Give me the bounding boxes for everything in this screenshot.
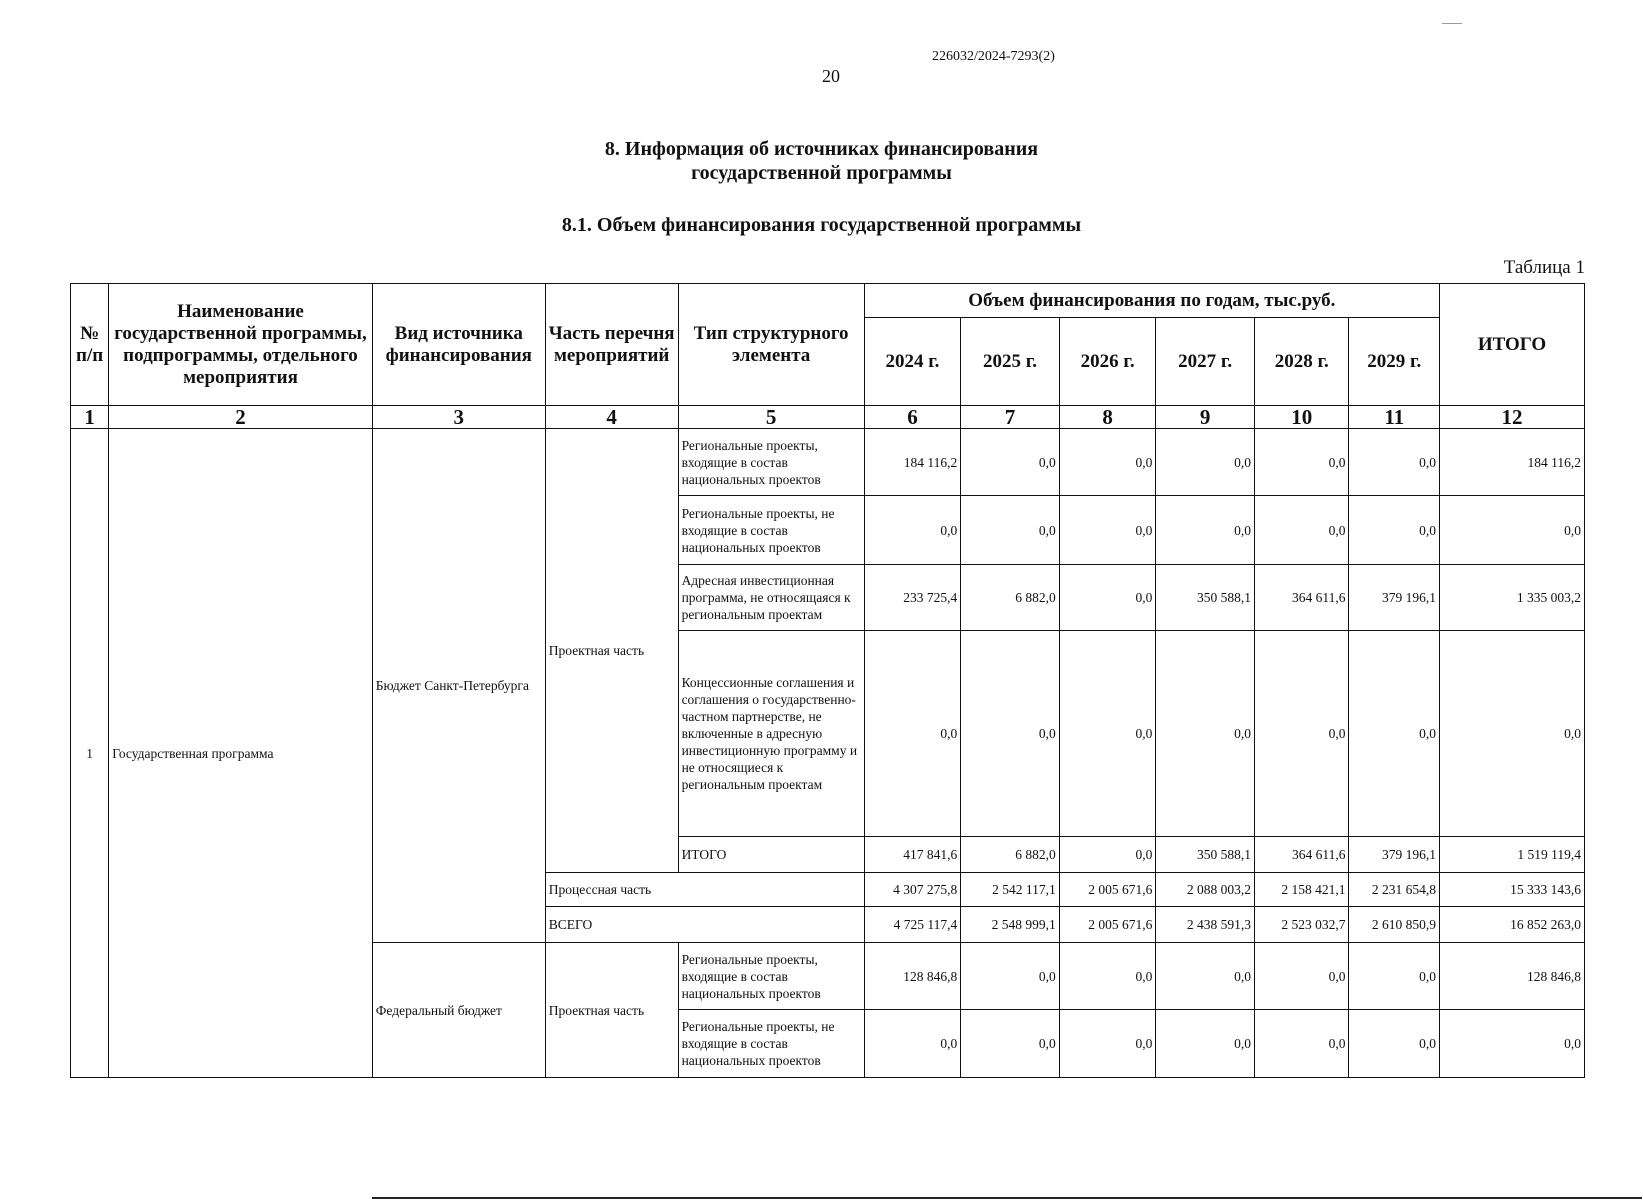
- header-total: ИТОГО: [1440, 284, 1585, 406]
- header-part: Часть перечня мероприятий: [545, 284, 678, 406]
- value-cell: 0,0: [1059, 1010, 1156, 1078]
- total-cell: 0,0: [1440, 1010, 1585, 1078]
- section-title-line1: 8. Информация об источниках финансирования: [604, 138, 1039, 160]
- column-number: 11: [1349, 406, 1440, 429]
- project-part: Проектная часть: [545, 943, 678, 1078]
- value-cell: 2 438 591,3: [1156, 907, 1255, 943]
- section-title-line2: государственной программы: [691, 162, 952, 184]
- total-cell: 15 333 143,6: [1440, 873, 1585, 907]
- value-cell: 0,0: [1156, 1010, 1255, 1078]
- table-label: Таблица 1: [1503, 257, 1585, 278]
- structure-type: Региональные проекты, входящие в состав национальных проектов: [678, 429, 864, 496]
- value-cell: 6 882,0: [961, 837, 1060, 873]
- value-cell: 0,0: [1254, 429, 1349, 496]
- column-number: 9: [1156, 406, 1255, 429]
- value-cell: 2 088 003,2: [1156, 873, 1255, 907]
- source-federal: Федеральный бюджет: [372, 943, 545, 1078]
- value-cell: 364 611,6: [1254, 837, 1349, 873]
- value-cell: 0,0: [864, 1010, 961, 1078]
- column-number: 1: [71, 406, 109, 429]
- value-cell: 350 588,1: [1156, 837, 1255, 873]
- structure-type: ИТОГО: [678, 837, 864, 873]
- column-number: 5: [678, 406, 864, 429]
- total-cell: 1 519 119,4: [1440, 837, 1585, 873]
- value-cell: 379 196,1: [1349, 837, 1440, 873]
- value-cell: 0,0: [1349, 496, 1440, 565]
- column-number: 3: [372, 406, 545, 429]
- value-cell: 0,0: [1059, 943, 1156, 1010]
- header-year: 2028 г.: [1254, 318, 1349, 406]
- header-row-1: [71, 284, 1585, 318]
- row-number: 1: [71, 429, 109, 1078]
- column-number: 4: [545, 406, 678, 429]
- financing-table: [70, 283, 1585, 1078]
- value-cell: 4 307 275,8: [864, 873, 961, 907]
- program-name: Государственная программа: [109, 429, 373, 1078]
- value-cell: 0,0: [961, 429, 1060, 496]
- value-cell: 0,0: [961, 943, 1060, 1010]
- value-cell: 379 196,1: [1349, 565, 1440, 631]
- value-cell: 0,0: [1156, 429, 1255, 496]
- header-num: № п/п: [71, 284, 109, 406]
- value-cell: 2 231 654,8: [1349, 873, 1440, 907]
- value-cell: 0,0: [1254, 496, 1349, 565]
- value-cell: 0,0: [1059, 631, 1156, 837]
- value-cell: 0,0: [1254, 943, 1349, 1010]
- scan-mark: [1442, 23, 1462, 24]
- column-number: 6: [864, 406, 961, 429]
- value-cell: 2 005 671,6: [1059, 873, 1156, 907]
- value-cell: 0,0: [1254, 1010, 1349, 1078]
- header-year: 2025 г.: [961, 318, 1060, 406]
- value-cell: 0,0: [961, 631, 1060, 837]
- section-title: [0, 137, 1643, 185]
- value-cell: 184 116,2: [864, 429, 961, 496]
- column-number: 8: [1059, 406, 1156, 429]
- value-cell: 6 882,0: [961, 565, 1060, 631]
- source-spb: Бюджет Санкт-Петербурга: [372, 429, 545, 943]
- column-number: 2: [109, 406, 373, 429]
- column-number: 7: [961, 406, 1060, 429]
- header-type: Тип структурного элемента: [678, 284, 864, 406]
- total-cell: 1 335 003,2: [1440, 565, 1585, 631]
- structure-type: Адресная инвестиционная программа, не относящаяся к региональным проектам: [678, 565, 864, 631]
- project-part: Проектная часть: [545, 429, 678, 873]
- value-cell: 2 158 421,1: [1254, 873, 1349, 907]
- structure-type: Региональные проекты, не входящие в состав национальных проектов: [678, 496, 864, 565]
- header-volume: Объем финансирования по годам, тыс.руб.: [864, 284, 1439, 318]
- value-cell: 0,0: [1156, 943, 1255, 1010]
- total-cell: 184 116,2: [1440, 429, 1585, 496]
- structure-type: Региональные проекты, входящие в состав национальных проектов: [678, 943, 864, 1010]
- value-cell: 0,0: [961, 496, 1060, 565]
- value-cell: 2 548 999,1: [961, 907, 1060, 943]
- value-cell: 0,0: [1349, 1010, 1440, 1078]
- header-year: 2029 г.: [1349, 318, 1440, 406]
- header-name: Наименование государственной программы, подпрограммы, отдельного мероприятия: [109, 284, 373, 406]
- header-year: 2026 г.: [1059, 318, 1156, 406]
- value-cell: 350 588,1: [1156, 565, 1255, 631]
- header-year: 2024 г.: [864, 318, 961, 406]
- value-cell: 364 611,6: [1254, 565, 1349, 631]
- value-cell: 0,0: [1059, 496, 1156, 565]
- value-cell: 4 725 117,4: [864, 907, 961, 943]
- value-cell: 2 610 850,9: [1349, 907, 1440, 943]
- value-cell: 0,0: [1349, 943, 1440, 1010]
- value-cell: 0,0: [1059, 429, 1156, 496]
- process-part: Процессная часть: [545, 873, 864, 907]
- total-cell: 0,0: [1440, 631, 1585, 837]
- column-number-row: [71, 406, 1585, 429]
- value-cell: 0,0: [1349, 429, 1440, 496]
- document-number: 226032/2024-7293(2): [932, 49, 1055, 64]
- table-row: [71, 429, 1585, 496]
- total-cell: 0,0: [1440, 496, 1585, 565]
- value-cell: 2 523 032,7: [1254, 907, 1349, 943]
- value-cell: 128 846,8: [864, 943, 961, 1010]
- grand-total-label: ВСЕГО: [545, 907, 864, 943]
- value-cell: 233 725,4: [864, 565, 961, 631]
- total-cell: 16 852 263,0: [1440, 907, 1585, 943]
- header-source: Вид источника финансирования: [372, 284, 545, 406]
- structure-type: Региональные проекты, не входящие в состав национальных проектов: [678, 1010, 864, 1078]
- value-cell: 0,0: [864, 631, 961, 837]
- total-cell: 128 846,8: [1440, 943, 1585, 1010]
- value-cell: 0,0: [1156, 631, 1255, 837]
- value-cell: 417 841,6: [864, 837, 961, 873]
- value-cell: 0,0: [1156, 496, 1255, 565]
- value-cell: 0,0: [864, 496, 961, 565]
- value-cell: 0,0: [1059, 565, 1156, 631]
- value-cell: 0,0: [1254, 631, 1349, 837]
- column-number: 10: [1254, 406, 1349, 429]
- value-cell: 0,0: [961, 1010, 1060, 1078]
- page-bottom-rule: [372, 1197, 1642, 1199]
- value-cell: 2 542 117,1: [961, 873, 1060, 907]
- value-cell: 0,0: [1349, 631, 1440, 837]
- header-year: 2027 г.: [1156, 318, 1255, 406]
- page-number: 20: [822, 66, 840, 86]
- structure-type: Концессионные соглашения и соглашения о государственно-частном партнерстве, не включенные в адресную инвестиционную программу и не относящиеся к региональным проектам: [678, 631, 864, 837]
- subsection-title: 8.1. Объем финансирования государственной программы: [561, 214, 1082, 236]
- value-cell: 2 005 671,6: [1059, 907, 1156, 943]
- value-cell: 0,0: [1059, 837, 1156, 873]
- column-number: 12: [1440, 406, 1585, 429]
